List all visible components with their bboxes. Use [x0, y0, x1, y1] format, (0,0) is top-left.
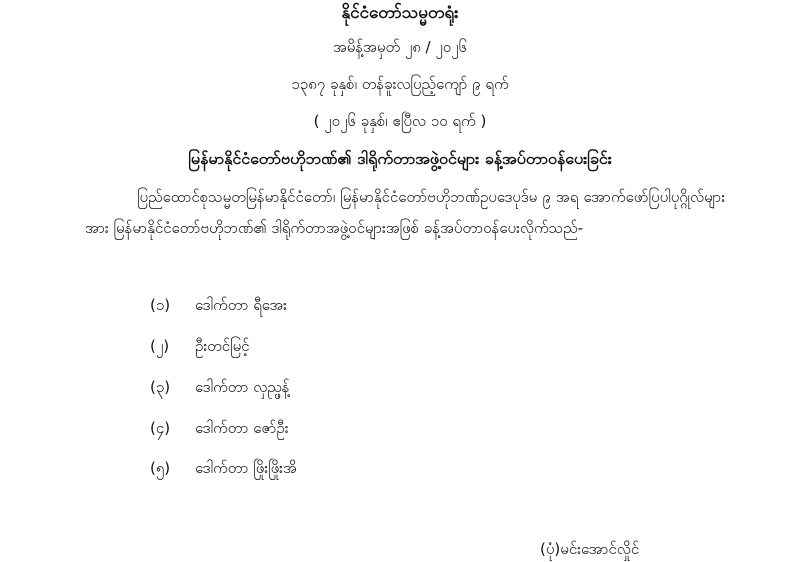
member-number: (၄): [150, 419, 171, 437]
member-list-item: [150, 337, 249, 359]
member-list-item: [150, 419, 289, 441]
order-number: အမိန့်အမှတ် ၂၈ / ၂၀၂၆: [333, 38, 467, 56]
member-name: ဒေါက်တာ လှည္ဖန့်: [195, 378, 290, 396]
body-text: ပြည်ထောင်စုသမ္မတမြန်မာနိုင်ငံတော်၊ မြန်မာနိုင်ငံတော်ဗဟိုဘဏ်ဥပဒေပုဒ်မ ၉ အရ အောက်ဖော်ပြပါပုဂ္ဂိုလ်များအား မြန်မာနိုင်ငံတော်ဗဟိုဘဏ်၏ ဒါရိုက်တာအဖွဲ့ဝင်များအဖြစ် ခန့်အပ်တာဝန်ပေးလိုက်သည်-: [85, 188, 725, 237]
member-name: ဒေါက်တာ ရီအေး: [195, 296, 287, 314]
member-list-item: [150, 459, 297, 481]
member-name: ဒေါက်တာ ဖြိုးဖြိုးအိ: [195, 459, 297, 477]
member-number: (၂): [150, 337, 170, 355]
gregorian-date: ( ၂၀၂၆ ခုနှစ်၊ ဧပြီလ ၁၀ ရက် ): [313, 112, 487, 130]
document-title: နိုင်ငံတော်သမ္မတရုံး: [341, 3, 459, 23]
subject-line: မြန်မာနိုင်ငံတော်ဗဟိုဘဏ်၏ ဒါရိုက်တာအဖွဲ့ဝင်များ ခန့်အပ်တာဝန်ပေးခြင်း: [188, 149, 612, 168]
member-name: ဒေါက်တာ ဇော်ဦး: [195, 419, 289, 437]
member-name: ဦးတင်မြင့်: [195, 337, 250, 355]
member-list-item: [150, 378, 290, 400]
signature-line: (ပုံ)မင်းအောင်လှိုင်: [540, 540, 640, 558]
member-number: (၃): [150, 378, 171, 396]
member-number: (၅): [150, 459, 171, 477]
myanmar-date: ၁၃၈၇ ခုနှစ်၊ တန်ခူးလပြည့်ကျော် ၉ ရက်: [291, 75, 509, 93]
body-paragraph: [85, 182, 725, 244]
member-number: (၁): [150, 296, 171, 314]
member-list-item: [150, 296, 287, 318]
